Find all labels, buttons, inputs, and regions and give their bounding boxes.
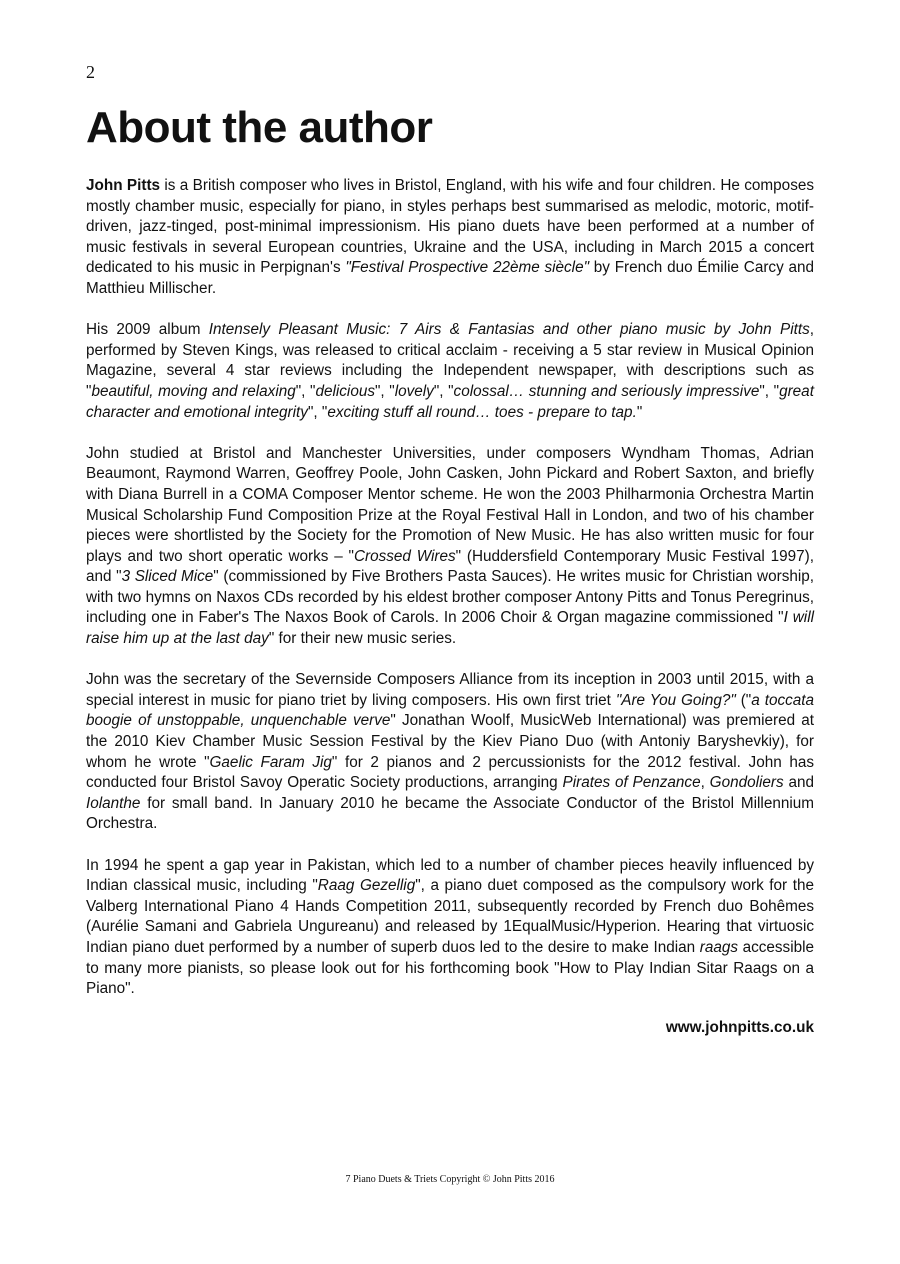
paragraph-severnside xyxy=(86,670,814,835)
text-span: , xyxy=(700,774,710,792)
text-span: ", " xyxy=(759,382,780,400)
text-span: , performed by Steven Kings, was released to critical acclaim - receiving a 5 star review in Musical Opinion Magazine, several 4 star reviews including the Independent newspaper, with descriptions such as " xyxy=(86,321,814,400)
page-title: About the author xyxy=(86,103,433,152)
album-title: Intensely Pleasant Music: 7 Airs & Fantasias and other piano music by John Pitts xyxy=(208,321,810,339)
work-title: Raag Gezellig xyxy=(317,877,416,895)
work-title: 3 Sliced Mice xyxy=(121,568,214,586)
text-span: ", " xyxy=(433,382,454,400)
text-span: John studied at Bristol and Manchester Universities, under composers Wyndham Thomas, Adrian Beaumont, Raymond Warren, Geoffrey Poole, John Casken, John Pickard and Robert Saxton, and briefly with Diana Burrell in a COMA Composer Mentor scheme. He won the 2003 Philharmonia Orchestra Martin Musical Scholarship Fund Composition Prize at the Royal Festival Hall in London, and two of his chamber pieces were shortlisted by the Society for the Promotion of New Music. He has also written music for four plays and two short operatic works – " xyxy=(86,444,814,565)
website-link[interactable]: www.johnpitts.co.uk xyxy=(665,1019,814,1037)
work-title: Gondoliers xyxy=(709,774,784,792)
text-span: " (commissioned by Five Brothers Pasta Sauces). He writes music for Christian worship, with two hymns on Naxos CDs recorded by his eldest brother composer Antony Pitts and Tonus Peregrinus, including one in Faber's The Naxos Book of Carols. In 2006 Choir & Organ magazine commissioned " xyxy=(86,568,815,627)
text-span: His 2009 album xyxy=(86,321,209,339)
paragraph-pakistan xyxy=(86,856,814,1000)
text-span: " for 2 pianos and 2 percussionists for the 2012 festival. John has conducted four Bristol Savoy Operatic Society productions, arranging xyxy=(86,753,815,792)
review-quote: great character and emotional integrity xyxy=(86,382,814,421)
paragraph-intro xyxy=(86,176,814,300)
text-span: is a British composer who lives in Bristol, England, with his wife and four children. He composes mostly chamber music, especially for piano, in styles perhaps best summarised as melodic, motoric, motif-driven, jazz-tinged, post-minimal impressionism. His piano duets have been performed at a number of music festivals in several European countries, Ukraine and the USA, including in March 2015 a concert dedicated to his music in Perpignan's xyxy=(86,177,814,277)
text-span: ", " xyxy=(375,382,395,400)
text-span: accessible to many more pianists, so please look out for his forthcoming book "How to Play Indian Sitar Raags on a Piano". xyxy=(86,938,815,998)
text-span: by French duo Émilie Carcy and Matthieu Millischer. xyxy=(86,259,814,297)
review-quote: beautiful, moving and relaxing xyxy=(91,382,296,400)
paragraph-education xyxy=(86,444,814,650)
text-span: " Jonathan Woolf, MusicWeb International) was premiered at the 2010 Kiev Chamber Music Session Festival by the Kiev Piano Duo (with Antoniy Baryshevkiy), for whom he wrote " xyxy=(86,712,815,771)
text-span: John was the secretary of the Severnside Composers Alliance from its inception in 2003 until 2015, with a special interest in music for piano triet by living composers. His own first triet xyxy=(86,671,814,709)
review-quote: exciting stuff all round… toes - prepare to tap. xyxy=(327,403,637,421)
review-quote: lovely xyxy=(394,382,434,400)
work-title: Gaelic Faram Jig xyxy=(209,753,332,771)
text-span: (" xyxy=(735,691,752,709)
author-name: John Pitts xyxy=(86,177,161,194)
work-title: "Are You Going?" xyxy=(615,691,736,709)
text-span: " (Huddersfield Contemporary Music Festival 1997), and " xyxy=(86,547,814,586)
page-number: 2 xyxy=(86,62,95,82)
work-title: Pirates of Penzance xyxy=(562,774,701,792)
text-span: In 1994 he spent a gap year in Pakistan, which led to a number of chamber pieces heavily influenced by Indian classical music, including " xyxy=(86,856,814,895)
text-span: ", " xyxy=(307,403,328,421)
text-span: ", " xyxy=(295,382,316,400)
review-quote: colossal… stunning and seriously impressive xyxy=(453,382,760,400)
paragraph-album xyxy=(86,320,814,423)
text-span: for small band. In January 2010 he became the Associate Conductor of the Bristol Millennium Orchestra. xyxy=(86,794,814,833)
term: raags xyxy=(699,938,738,956)
text-span: " for their new music series. xyxy=(268,630,457,648)
text-span: " xyxy=(636,403,643,421)
review-quote: a toccata boogie of unstoppable, unquenchable verve xyxy=(86,691,815,730)
copyright-footer: 7 Piano Duets & Triets Copyright © John Pitts 2016 xyxy=(345,1174,555,1185)
work-title: I will raise him up at the last day xyxy=(86,609,815,648)
work-title: Iolanthe xyxy=(86,794,141,812)
text-span: and xyxy=(783,774,815,792)
text-span: ", a piano duet composed as the compulsory work for the Valberg International Piano 4 Hands Competition 2011, subsequently recorded by French duo Bohêmes (Aurélie Samani and Gabriela Ungureanu) and released by 1EqualMusic/Hyperion. Hearing that virtuosic Indian piano duet performed by a number of superb duos led to the desire to make Indian xyxy=(86,877,814,956)
body-text xyxy=(86,176,814,1039)
work-title: Crossed Wires xyxy=(353,547,456,565)
review-quote: delicious xyxy=(315,382,375,400)
festival-name: "Festival Prospective 22ème siècle" xyxy=(345,259,590,277)
